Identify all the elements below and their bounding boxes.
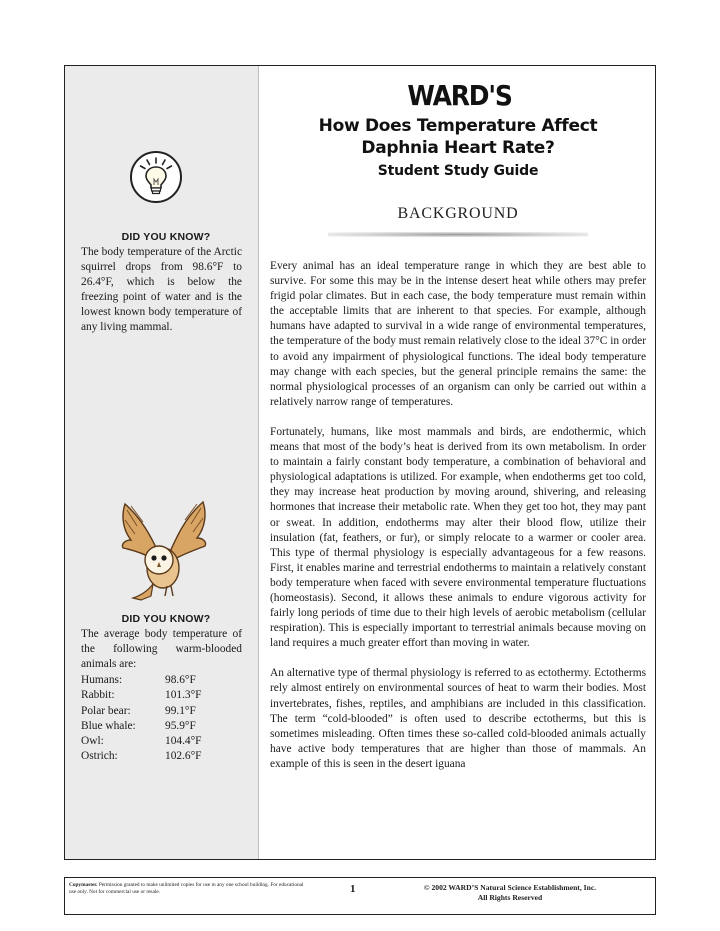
page-title-line-1: How Does Temperature Affect [318,116,598,136]
page-frame [64,65,656,860]
copyright-notice [395,883,625,903]
animal-temperature: 95.9°F [165,719,196,732]
animal-name: Blue whale: [81,719,136,732]
animal-temperature: 104.4°F [165,735,202,748]
animal-temperature: 98.6°F [165,674,196,686]
body-paragraph: An alternative type of thermal physiology is referred to as ectothermy. Ectotherms rely almost entirely on environmental sources of heat to warm their bodies. Most invertebrates, fishes, reptiles, and amphibians are included in this classification. The term “cold-blooded” is often used to describe ectotherms, but this is sometimes misleading. Often times these so-called cold-blooded animals actually have active body temperatures that are higher than those of mammals. An example of this is seen in the desert iguana [270,667,646,770]
temperature-row [81,734,256,749]
temperature-row [81,719,256,734]
copymaster-notice [69,882,309,896]
temperature-row [81,673,256,688]
did-you-know-heading-1: DID YOU KNOW? [121,231,211,243]
page-number: 1 [350,883,356,895]
body-text [270,259,646,787]
sidebar [65,66,259,859]
page-footer [64,877,656,915]
temperature-list [81,673,256,765]
animal-name: Ostrich: [81,750,118,763]
did-you-know-heading-2: DID YOU KNOW? [121,613,211,625]
copyright-line-1: © 2002 WARD’S Natural Science Establishment, Inc. [423,883,597,892]
section-divider [328,232,588,237]
copyright-line-2: All Rights Reserved [477,893,543,902]
animal-temperature: 102.6°F [165,750,202,763]
page-title-line-2: Daphnia Heart Rate? [361,138,555,158]
section-heading: BACKGROUND [397,205,519,222]
lightbulb-icon [125,144,187,206]
owl-icon [111,496,216,606]
body-paragraph: Every animal has an ideal temperature range in which they are best able to survive. For some this may be in the intense desert heat while others may prefer frigid polar climates. But in each case, the body temperature must remain within the acceptable limits that are inherent to that species. For example, although humans have adapted to survival in a wide range of environmental temperatures, the temperature of the body must remain relatively close to the ideal 37°C in order to avoid any impairment of physiological functions. The ideal body temperature may change with each species, but the general principle remains the same: the normal physiological processes of an organism can only be carried out within a relatively narrow range of temperatures. [270,260,646,408]
wards-logo: WARD'S [407,79,512,112]
animal-name: Polar bear: [81,704,131,717]
animal-name: Rabbit: [81,689,115,702]
did-you-know-text-2: The average body temperature of the following warm-blooded animals are: [81,628,242,670]
animal-name: Humans: [81,674,123,686]
temperature-row [81,688,256,703]
animal-temperature: 101.3°F [165,689,202,702]
did-you-know-text-1: The body temperature of the Arctic squirrel drops from 98.6°F to 26.4°F, which is below the freezing point of water and is the lowest known body temperature of any living mammal. [81,246,242,333]
animal-temperature: 99.1°F [165,704,196,717]
body-paragraph: Fortunately, humans, like most mammals and birds, are endothermic, which means that most of the body’s heat is derived from its own metabolism. In order to maintain a fairly constant body temperature, a combination of behavioral and physiological adaptations is utilized. For example, when endotherms get too cold, they may increase heat production by moving around, shivering, and releasing hormones that increase their metabolic rate. When they get too hot, they may pant or sweat. In addition, endotherms may alter their blood flow, utilize their insulation (fat, feathers, or fur), or simply relocate to a warmer or cooler area. This type of thermal physiology is especially advantageous for a few reasons. First, it enables marine and terrestrial endotherms to maintain a relatively constant body temperature when faced with severe environmental temperature fluctuations (homeostasis). Second, it allows these animals to endure vigorous activity for fairly long periods of time due to their high levels of aerobic metabolism (cellular respiration). This is especially important to terrestrial animals because moving on land requires a much greater effort than moving in water. [270,425,646,650]
page-subtitle: Student Study Guide [377,163,539,179]
copymaster-text: Permission granted to make unlimited copies for use in any one school building. For educational use only. Not for commercial use or resale. [69,882,304,895]
temperature-row [81,704,256,719]
animal-name: Owl: [81,735,104,748]
main-content [258,66,655,859]
copymaster-label: Copymaster. [69,882,98,888]
temperature-row [81,749,256,764]
